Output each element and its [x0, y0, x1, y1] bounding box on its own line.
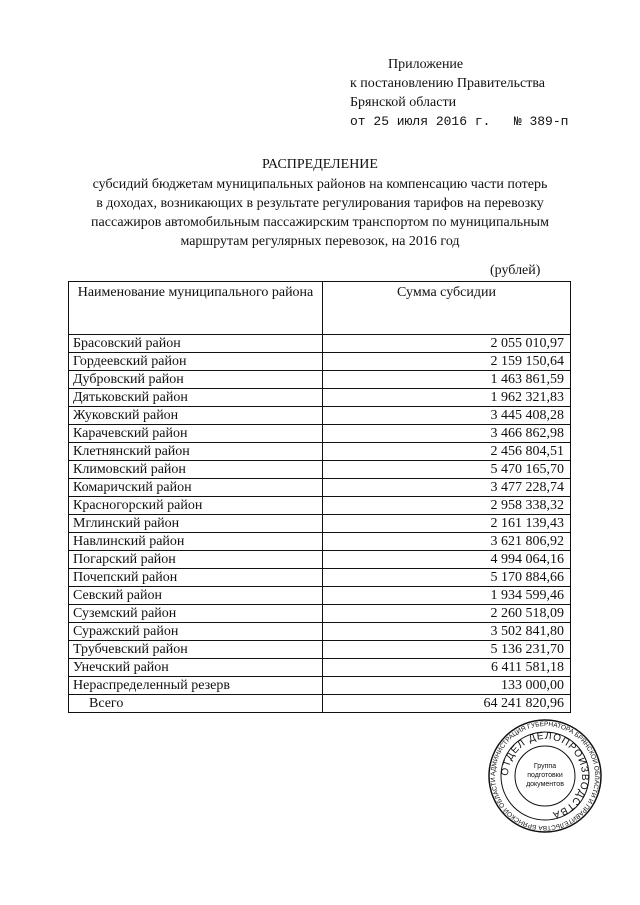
district-name: Суражский район [69, 623, 323, 641]
column-header-name: Наименование муниципального района [69, 282, 323, 335]
subsidy-amount: 5 470 165,70 [323, 461, 571, 479]
subsidy-amount: 2 260 518,09 [323, 605, 571, 623]
table-row [69, 623, 571, 641]
table-row [69, 371, 571, 389]
district-name: Карачевский район [69, 425, 323, 443]
district-name: Гордеевский район [69, 353, 323, 371]
table-header-row [69, 282, 571, 335]
appendix-line-3: Брянской области [350, 95, 457, 110]
subsidy-amount: 2 161 139,43 [323, 515, 571, 533]
district-name: Суземский район [69, 605, 323, 623]
table-row [69, 515, 571, 533]
stamp-center-line-2: подготовки [527, 772, 563, 779]
table-row [69, 497, 571, 515]
total-label: Всего [69, 695, 323, 713]
document-title: РАСПРЕДЕЛЕНИЕ [262, 157, 378, 172]
district-name: Трубчевский район [69, 641, 323, 659]
subsidy-amount: 5 170 884,66 [323, 569, 571, 587]
district-name: Мглинский район [69, 515, 323, 533]
subsidy-amount: 2 159 150,64 [323, 353, 571, 371]
units-label: (рублей) [490, 263, 541, 278]
district-name: Севский район [69, 587, 323, 605]
heading-line-3: пассажиров автомобильным пассажирским транспортом по муниципальным [91, 215, 549, 230]
stamp-ring-text: ОТДЕЛ ДЕЛОПРОИЗВОДСТВА [499, 730, 591, 821]
appendix-date: от 25 июля 2016 г. [350, 114, 491, 129]
subsidy-amount: 133 000,00 [323, 677, 571, 695]
table-row [69, 479, 571, 497]
appendix-number: № 389-п [513, 114, 569, 129]
table-row [69, 389, 571, 407]
table-row [69, 407, 571, 425]
table-row [69, 443, 571, 461]
district-name: Красногорский район [69, 497, 323, 515]
subsidy-table [68, 281, 571, 713]
table-row [69, 425, 571, 443]
district-name: Дятьковский район [69, 389, 323, 407]
subsidy-amount: 5 136 231,70 [323, 641, 571, 659]
district-name: Нераспределенный резерв [69, 677, 323, 695]
subsidy-amount: 1 962 321,83 [323, 389, 571, 407]
subsidy-amount: 4 994 064,16 [323, 551, 571, 569]
district-name: Навлинский район [69, 533, 323, 551]
subsidy-amount: 3 621 806,92 [323, 533, 571, 551]
district-name: Унечский район [69, 659, 323, 677]
table-row [69, 461, 571, 479]
table-row [69, 587, 571, 605]
subsidy-amount: 2 055 010,97 [323, 335, 571, 353]
document-heading [70, 155, 570, 251]
subsidy-amount: 1 934 599,46 [323, 587, 571, 605]
table-row [69, 677, 571, 695]
subsidy-amount: 1 463 861,59 [323, 371, 571, 389]
appendix-header [350, 55, 568, 131]
heading-line-4: маршрутам регулярных перевозок, на 2016 год [180, 234, 460, 249]
table-row [69, 641, 571, 659]
district-name: Жуковский район [69, 407, 323, 425]
stamp-outer-text: АДМИНИСТРАЦИЯ ГУБЕРНАТОРА БРЯНСКОЙ ОБЛАСТИ И ПРАВИТЕЛЬСТВА БРЯНСКОЙ ОБЛАСТИ [489, 720, 601, 832]
subsidy-amount: 2 958 338,32 [323, 497, 571, 515]
subsidy-amount: 6 411 581,18 [323, 659, 571, 677]
heading-line-2: в доходах, возникающих в результате регулирования тарифов на перевозку [96, 196, 544, 211]
district-name: Погарский район [69, 551, 323, 569]
total-row [69, 695, 571, 713]
subsidy-amount: 3 445 408,28 [323, 407, 571, 425]
district-name: Климовский район [69, 461, 323, 479]
table-row [69, 551, 571, 569]
appendix-line-2: к постановлению Правительства [350, 76, 546, 91]
table-row [69, 605, 571, 623]
appendix-date-number [350, 112, 568, 131]
table-row [69, 659, 571, 677]
table-row [69, 533, 571, 551]
district-name: Почепский район [69, 569, 323, 587]
district-name: Комаричский район [69, 479, 323, 497]
district-name: Клетнянский район [69, 443, 323, 461]
column-header-sum: Сумма субсидии [323, 282, 571, 335]
subsidy-amount: 3 477 228,74 [323, 479, 571, 497]
subsidy-amount: 2 456 804,51 [323, 443, 571, 461]
table-body [69, 335, 571, 713]
table-row [69, 335, 571, 353]
stamp-center-line-1: Группа [533, 763, 557, 770]
table-row [69, 569, 571, 587]
district-name: Дубровский район [69, 371, 323, 389]
subsidy-amount: 3 502 841,80 [323, 623, 571, 641]
appendix-line-1: Приложение [388, 57, 464, 72]
subsidy-amount: 3 466 862,98 [323, 425, 571, 443]
stamp-center-line-3: документов [526, 781, 564, 788]
official-stamp [487, 718, 603, 834]
district-name: Брасовский район [69, 335, 323, 353]
table-row [69, 353, 571, 371]
heading-line-1: субсидий бюджетам муниципальных районов на компенсацию части потерь [92, 177, 548, 192]
total-amount: 64 241 820,96 [323, 695, 571, 713]
